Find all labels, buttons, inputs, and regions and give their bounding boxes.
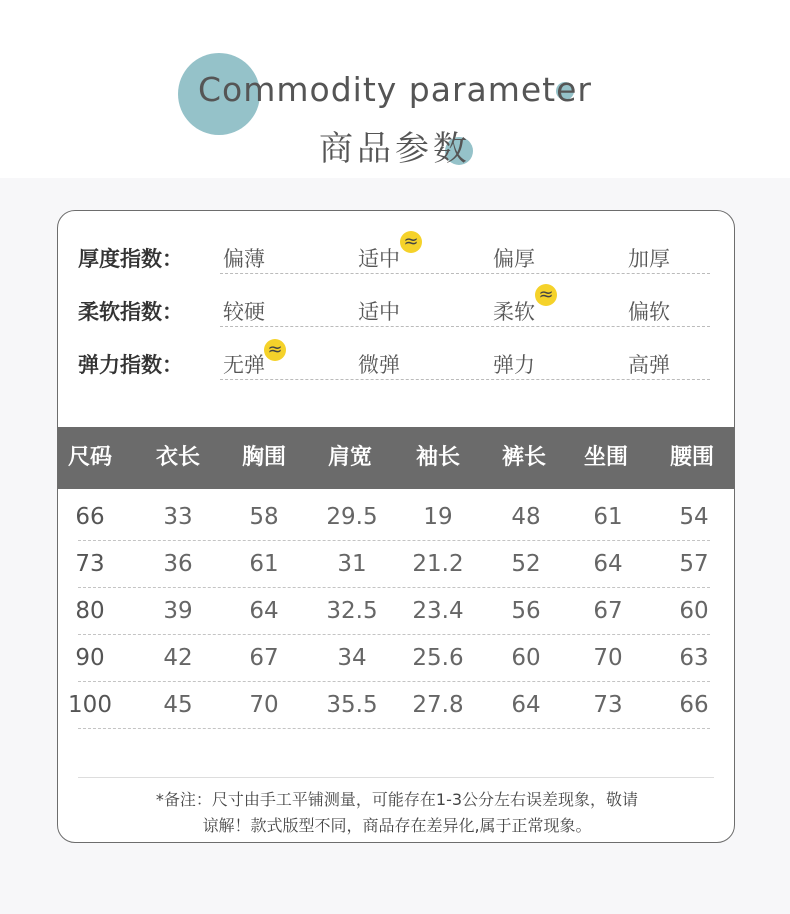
index-option: 柔软 bbox=[493, 300, 535, 324]
index-row-thickness bbox=[58, 231, 735, 283]
table-row bbox=[58, 542, 735, 589]
row-divider bbox=[78, 634, 710, 635]
index-label: 柔软指数： bbox=[78, 300, 183, 324]
table-cell: 45 bbox=[163, 692, 193, 718]
table-cell-size: 90 bbox=[75, 645, 105, 671]
table-cell: 64 bbox=[593, 551, 623, 577]
column-header: 尺码 bbox=[67, 445, 112, 470]
note-line-2: 谅解！款式版型不同，商品存在差异化,属于正常现象。 bbox=[202, 816, 592, 835]
column-header: 袖长 bbox=[415, 445, 460, 470]
size-table-header bbox=[58, 427, 735, 489]
table-row bbox=[58, 636, 735, 683]
table-cell: 70 bbox=[249, 692, 279, 718]
title-chinese: 商品参数 bbox=[319, 129, 471, 169]
table-cell-size: 73 bbox=[75, 551, 105, 577]
index-option: 弹力 bbox=[493, 353, 535, 377]
table-cell: 61 bbox=[593, 504, 623, 530]
table-cell-size: 66 bbox=[75, 504, 105, 530]
column-header: 胸围 bbox=[241, 445, 286, 470]
disclaimer-note bbox=[98, 787, 696, 839]
index-option: 偏厚 bbox=[493, 247, 535, 271]
index-option: 高弹 bbox=[628, 353, 670, 377]
selected-marker-icon: ≈ bbox=[535, 284, 557, 306]
column-header: 衣长 bbox=[155, 445, 200, 470]
column-header: 裤长 bbox=[501, 445, 546, 470]
index-option: 适中 bbox=[358, 247, 400, 271]
table-row bbox=[58, 589, 735, 636]
table-cell: 31 bbox=[337, 551, 367, 577]
index-option: 较硬 bbox=[223, 300, 265, 324]
index-option: 偏软 bbox=[628, 300, 670, 324]
table-cell: 34 bbox=[337, 645, 367, 671]
table-cell: 73 bbox=[593, 692, 623, 718]
index-option: 偏薄 bbox=[223, 247, 265, 271]
row-divider bbox=[78, 681, 710, 682]
row-divider bbox=[220, 273, 710, 274]
row-divider bbox=[220, 326, 710, 327]
index-option: 加厚 bbox=[628, 247, 670, 271]
table-cell-size: 100 bbox=[68, 692, 112, 718]
table-cell: 36 bbox=[163, 551, 193, 577]
table-cell: 33 bbox=[163, 504, 193, 530]
table-cell: 25.6 bbox=[412, 645, 464, 671]
table-cell: 60 bbox=[511, 645, 541, 671]
table-cell: 19 bbox=[423, 504, 453, 530]
selected-marker-icon: ≈ bbox=[264, 339, 286, 361]
row-divider bbox=[220, 379, 710, 380]
table-cell: 66 bbox=[679, 692, 709, 718]
table-cell: 27.8 bbox=[412, 692, 464, 718]
table-cell: 60 bbox=[679, 598, 709, 624]
row-divider bbox=[78, 587, 710, 588]
table-cell: 42 bbox=[163, 645, 193, 671]
column-header: 坐围 bbox=[583, 445, 628, 470]
header bbox=[0, 0, 790, 178]
table-cell: 58 bbox=[249, 504, 279, 530]
table-cell: 70 bbox=[593, 645, 623, 671]
index-option: 适中 bbox=[358, 300, 400, 324]
column-header: 肩宽 bbox=[327, 445, 372, 470]
table-cell: 21.2 bbox=[412, 551, 464, 577]
table-row bbox=[58, 683, 735, 730]
table-cell: 63 bbox=[679, 645, 709, 671]
table-cell: 67 bbox=[593, 598, 623, 624]
column-header: 腰围 bbox=[669, 445, 714, 470]
table-cell: 32.5 bbox=[326, 598, 378, 624]
table-cell: 52 bbox=[511, 551, 541, 577]
table-cell: 48 bbox=[511, 504, 541, 530]
table-row bbox=[58, 495, 735, 542]
row-divider bbox=[78, 728, 710, 729]
table-cell: 23.4 bbox=[412, 598, 464, 624]
table-cell: 57 bbox=[679, 551, 709, 577]
note-divider bbox=[78, 777, 714, 778]
title-english: Commodity parameter bbox=[197, 70, 592, 109]
table-cell: 29.5 bbox=[326, 504, 378, 530]
index-option: 无弹 bbox=[223, 353, 265, 377]
table-cell: 61 bbox=[249, 551, 279, 577]
index-label: 弹力指数： bbox=[78, 353, 183, 377]
table-cell: 67 bbox=[249, 645, 279, 671]
index-row-elasticity bbox=[58, 339, 735, 389]
selected-marker-icon: ≈ bbox=[400, 231, 422, 253]
index-row-softness bbox=[58, 284, 735, 336]
note-line-1: *备注：尺寸由手工平铺测量，可能存在1-3公分左右误差现象，敬请 bbox=[155, 790, 639, 809]
parameter-card bbox=[57, 210, 735, 843]
index-option: 微弹 bbox=[358, 353, 400, 377]
table-cell: 56 bbox=[511, 598, 541, 624]
table-cell: 64 bbox=[511, 692, 541, 718]
table-cell: 54 bbox=[679, 504, 709, 530]
table-cell: 35.5 bbox=[326, 692, 378, 718]
table-cell: 39 bbox=[163, 598, 193, 624]
table-cell: 64 bbox=[249, 598, 279, 624]
row-divider bbox=[78, 540, 710, 541]
table-cell-size: 80 bbox=[75, 598, 105, 624]
index-label: 厚度指数： bbox=[78, 247, 183, 271]
